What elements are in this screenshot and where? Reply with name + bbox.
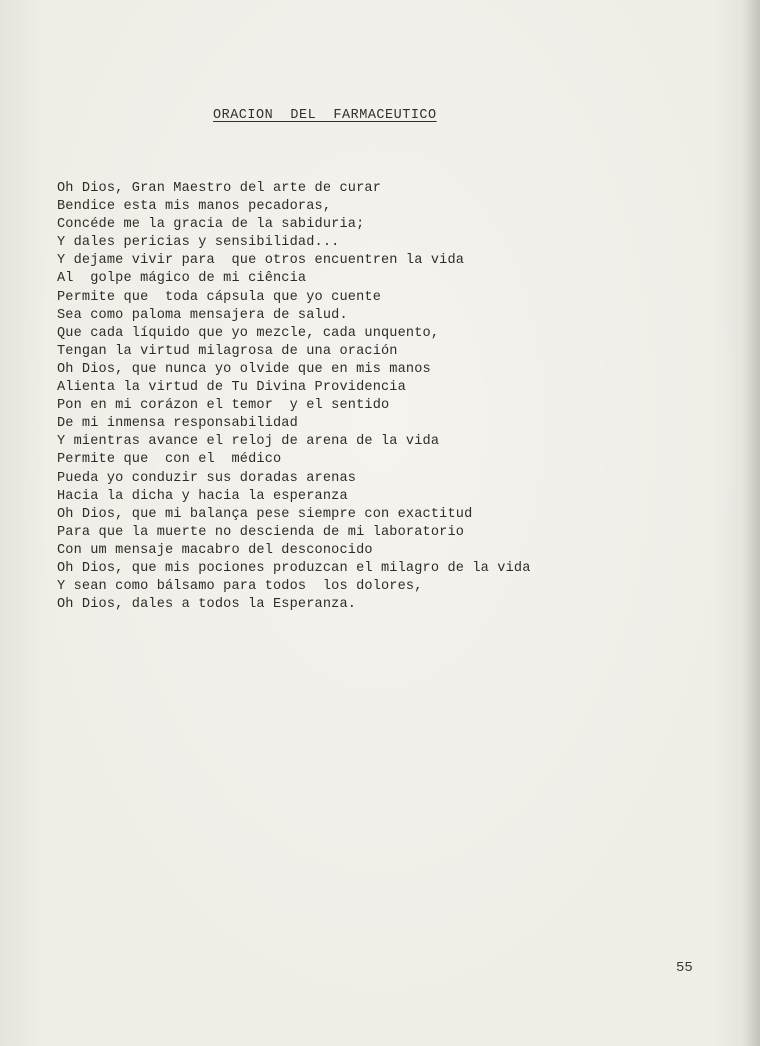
poem-body — [57, 180, 531, 614]
poem-line: Y mientras avance el reloj de arena de la vida — [57, 434, 440, 450]
poem-line: Y sean como bálsamo para todos los dolores, — [57, 579, 423, 595]
poem-line: Alienta la virtud de Tu Divina Providencia — [57, 380, 406, 396]
poem-line: Pon en mi corázon el temor y el sentido — [57, 398, 390, 414]
poem-line: Permite que con el médico — [57, 452, 282, 468]
page-number: 55 — [676, 960, 693, 976]
poem-line: Que cada líquido que yo mezcle, cada unquento, — [57, 325, 440, 341]
poem-line: Y dejame vivir para que otros encuentren la vida — [57, 253, 465, 269]
poem-line: Con um mensaje macabro del desconocido — [57, 542, 373, 558]
poem-line: Tengan la virtud milagrosa de una oración — [57, 343, 398, 359]
poem-line: Y dales pericias y sensibilidad... — [57, 235, 340, 251]
poem-line: Oh Dios, que mi balança pese siempre con exactitud — [57, 506, 473, 522]
page-edge-shadow — [742, 0, 760, 1046]
poem-line: Hacia la dicha y hacia la esperanza — [57, 488, 348, 504]
poem-line: Oh Dios, que nunca yo olvide que en mis manos — [57, 361, 431, 377]
poem-line: Sea como paloma mensajera de salud. — [57, 307, 348, 323]
poem-line: Oh Dios, dales a todos la Esperanza. — [57, 597, 357, 613]
poem-line: De mi inmensa responsabilidad — [57, 416, 298, 432]
poem-line: Oh Dios, Gran Maestro del arte de curar — [57, 181, 381, 196]
poem-line: Bendice esta mis manos pecadoras, — [57, 199, 332, 215]
poem-line: Para que la muerte no descienda de mi laboratorio — [57, 524, 465, 540]
poem-line: Oh Dios, que mis pociones produzcan el milagro de la vida — [57, 560, 531, 576]
poem-line: Pueda yo conduzir sus doradas arenas — [57, 470, 357, 486]
poem-line: Al golpe mágico de mi ciência — [57, 271, 307, 287]
poem-title: ORACION DEL FARMACEUTICO — [213, 108, 437, 123]
poem-line: Concéde me la gracia de la sabiduria; — [57, 217, 365, 233]
poem-line: Permite que toda cápsula que yo cuente — [57, 289, 381, 305]
